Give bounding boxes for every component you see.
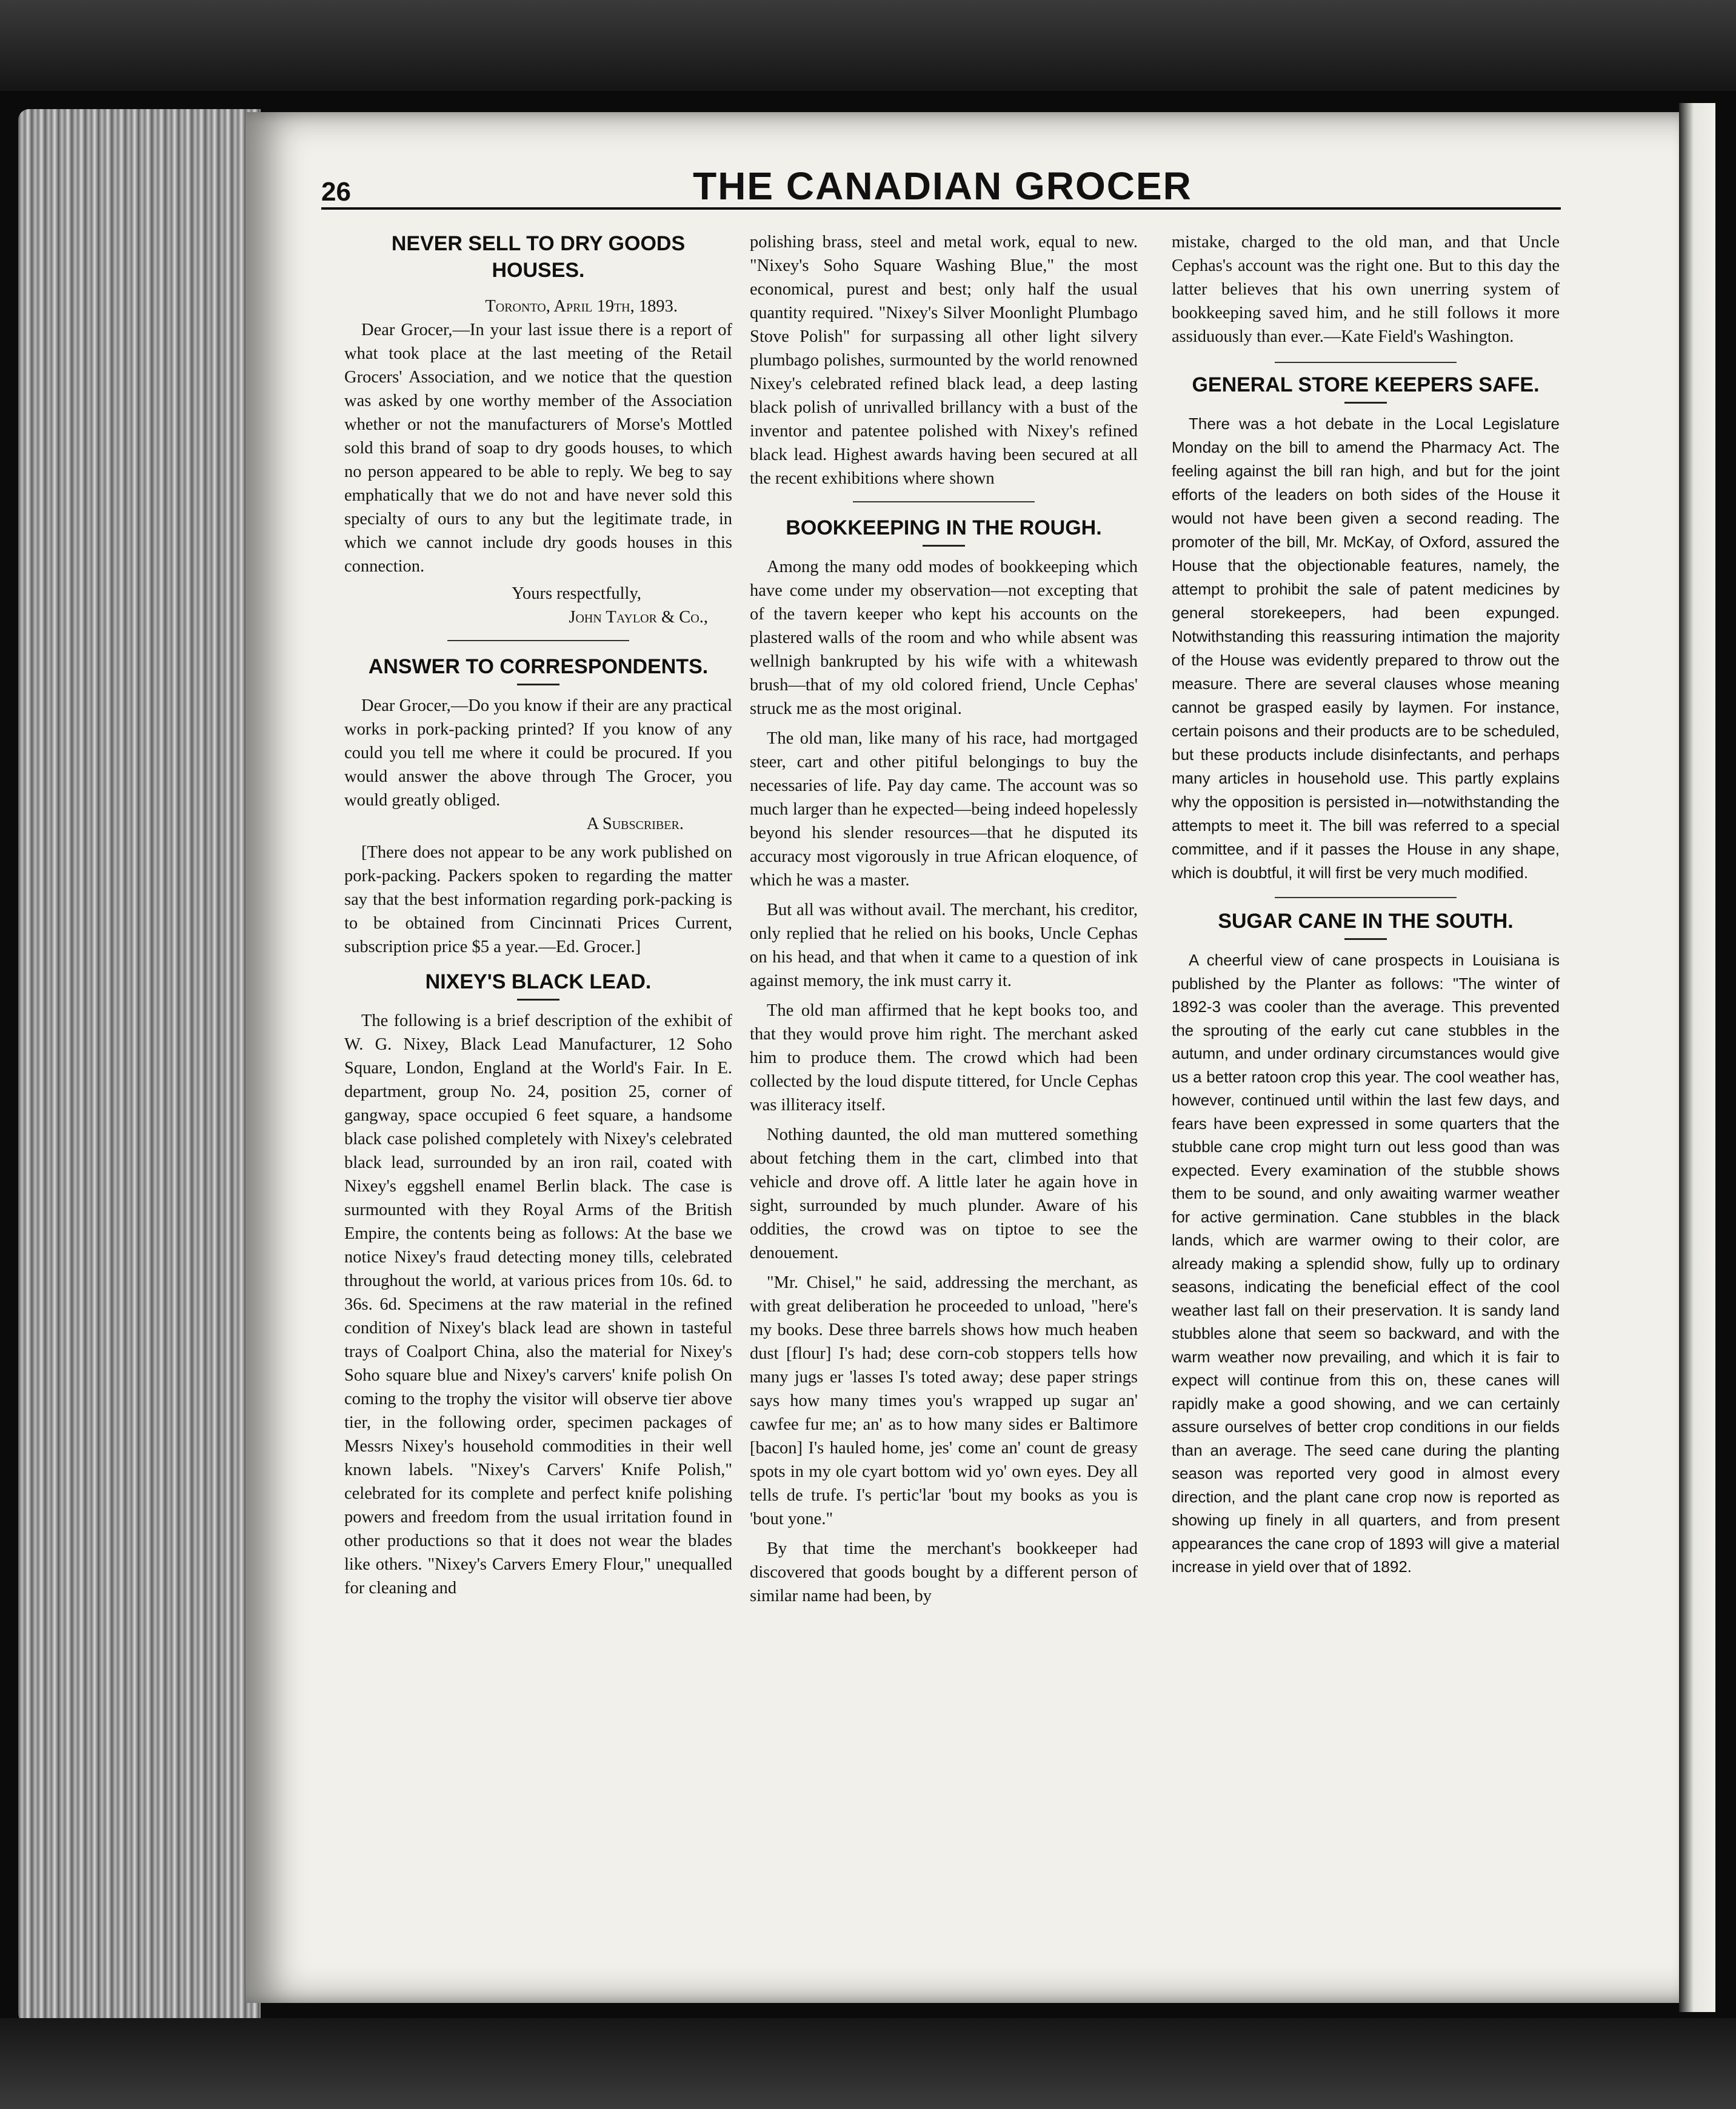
article-closing: Yours respectfully, — [512, 584, 641, 603]
article-title-nixey: NIXEY'S BLACK LEAD. — [425, 970, 652, 993]
title-rule — [1344, 402, 1387, 404]
masthead-title: THE CANADIAN GROCER — [693, 164, 1192, 208]
masthead-rule — [321, 207, 1561, 210]
article-body-bookkeeping-continued: mistake, charged to the old man, and that Uncle Cephas's account was the right one. But to this day the latter believes that his own unerring system of bookkeeping saved him, and he still follows it more assiduously than ever.—Kate Field's Washington. — [1172, 233, 1560, 346]
page-gutter — [1679, 103, 1715, 2012]
article-paragraph: Nothing daunted, the old man muttered something about fetching them in the cart, climbed into that vehicle and drove off. A little later he again hove in sight, surrounded by much plunder. Aware of his oddities, the crowd was on tiptoe to see the denouement. — [750, 1125, 1138, 1262]
title-rule — [517, 684, 559, 685]
article-body-nixey-continued: polishing brass, steel and metal work, equal to new. "Nixey's Soho Square Washing Blue," the most economical, purest and best; only half the usual quantity required. "Nixey's Silver Moonlight Plumbago Stove Polish" for surpassing all other light silvery plumbago polishes, surmounted by the world renowned Nixey's celebrated refined black lead, a deep lasting black polish of unrivalled brillancy with a bust of the inventor and patentee polished with Nixey's refined black lead. Highest awards having been secured at all the recent exhibitions where shown — [750, 233, 1138, 488]
article-paragraph: Among the many odd modes of bookkeeping which have come under my observation—not excepting that of the tavern keeper who kept his accounts on the plastered walls of the room and who while absent was wellnigh bankrupted by his wife with a whitewash brush—that of my old colored friend, Uncle Cephas' struck me as the most original. — [750, 558, 1138, 718]
article-paragraph: The old man affirmed that he kept books too, and that they would prove him right. The merchant asked him to produce them. The crowd which had been collected by the loud dispute tittered, for Uncle Cephas was illiteracy itself. — [750, 1001, 1138, 1114]
separator-rule — [853, 501, 1035, 502]
article-body-general-store: There was a hot debate in the Local Legislature Monday on the bill to amend the Pharmacy Act. The feeling against the bill ran high, and but for the joint efforts of the leaders on both sides of the House it would not have been given a second reading. The promoter of the bill, Mr. McKay, of Oxford, assured the House that the objectionable features, namely, the attempt to prohibit the sale of patent medicines by general storekeepers, had been expunged. Notwithstanding this reassuring intimation the majority of the House was evidently prepared to throw out the measure. There are several clauses whose meaning cannot be grasped easily by laymen. For instance, certain poisons and their products are to be scheduled, but these products include disinfectants, and perhaps many articles in household use. This partly explains why the opposition is persisted in—notwithstanding the attempts to meet it. The bill was referred to a special committee, and if it passes the House in any shape, which is doubtful, it will first be very much modified. — [1172, 415, 1560, 882]
article-paragraph: But all was without avail. The merchant, his creditor, only replied that he relied on his books, Uncle Cephas on his head, and that when it came to a question of ink against memory, the ink must carry it. — [750, 901, 1138, 990]
scan-background-bottom — [0, 2018, 1736, 2109]
article-body-nixey: The following is a brief description of the exhibit of W. G. Nixey, Black Lead Manufacturer, 12 Soho Square, London, England at the World's Fair. In E. department, group No. 24, position 25, corner of gangway, space occupied 6 feet square, a handsome black case polished completely with Nixey's celebrated black lead, surrounded by an iron rail, coated with Nixey's eggshell enamel Berlin black. The case is surmounted with they Royal Arms of the British Empire, the contents being as follows: At the base we notice Nixey's fraud detecting money tills, celebrated throughout the world, at various prices from 10s. 6d. to 36s. 6d. Specimens at the raw material in the refined condition of Nixey's black lead are shown in tasteful trays of Coalport China, also the material for Nixey's Soho square blue and Nixey's carvers' knife polish On coming to the trophy the visitor will observe tier above tier, in the following order, specimen packages of Messrs Nixey's household commodities in their well known labels. "Nixey's Carvers' Knife Polish," celebrated for its complete and perfect knife polishing powers and freedom from the usual irritation found in other productions so that it does not wear the blades like others. "Nixey's Carvers Emery Flour," unequalled for cleaning and — [344, 1011, 732, 1598]
article-body-sugar-cane: A cheerful view of cane prospects in Louisiana is published by the Planter as follows: "The winter of 1892-3 was cooler than the average. This prevented the sprouting of the early cut cane stubbles in the autumn, and under ordinary circumstances would give us a better ratoon crop this year. The cool weather has, however, continued until within the last few days, and fears have been expressed in some quarters that the stubble cane crop might turn out less good than was expected. Every examination of the stubble shows them to be sound, and only awaiting warmer weather for active germination. Cane stubbles in the black lands, which are warmer owing to their color, are already making a splendid show, fully up to ordinary seasons, indicating the beneficial effect of the cool weather last fall on their preservation. It is sandy land stubbles alone that seem so backward, and with the warm weather now prevailing, and which it is fair to expect will continue from this on, these canes will rapidly make a good showing, and we can certainly assure ourselves of better crop conditions in our fields than an average. The seed cane during the planting season was reported very good in almost every direction, and the plant cane crop now is reported as showing up finely in all quarters, and from present appearances the cane crop of 1893 will give a material increase in yield over that of 1892. — [1172, 951, 1560, 1576]
book-page-edges — [18, 109, 261, 2024]
article-title-sugar-cane: SUGAR CANE IN THE SOUTH. — [1218, 910, 1514, 933]
article-paragraph: By that time the merchant's bookkeeper had discovered that goods bought by a different person of similar name had been, by — [750, 1539, 1138, 1605]
column-2 — [750, 230, 1138, 1608]
article-body-never-sell: Dear Grocer,—In your last issue there is a report of what took place at the last meeting of the Retail Grocers' Association, and we notice that the question was asked by one worthy member of the Association whether or not the manufacturers of Morse's Mottled sold this brand of soap to dry goods houses, to which no person appeared to be able to reply. We beg to say emphatically that we do not and have never sold this specialty of ours to any but the legitimate trade, in which we cannot include dry goods houses in this connection. — [344, 321, 732, 576]
article-title-never-sell: NEVER SELL TO DRY GOODS HOUSES. — [391, 232, 686, 282]
article-paragraph: "Mr. Chisel," he said, addressing the merchant, as with great deliberation he proceeded to unload, "here's my books. Dese three barrels shows how much heaben dust [flour] I's had; dese corn-cob stoppers tells how many jugs er 'lasses I's toted away; dese paper strings says how many times you's wrapped up sugar an' cawfee fur me; an' as to how many sides er Baltimore [bacon] I's hauled home, jes' come an' count de greasy spots in my ole cyart bottom wid yo' own eyes. Dey all tells de trufe. I's pertic'lar 'bout my books as you is 'bout yone." — [750, 1273, 1138, 1528]
article-title-general-store: GENERAL STORE KEEPERS SAFE. — [1192, 373, 1540, 396]
page-number: 26 — [321, 177, 351, 207]
column-1 — [344, 230, 732, 1600]
separator-rule — [1275, 897, 1457, 898]
article-signature-subscriber: A Subscriber. — [586, 815, 684, 833]
article-paragraph: The old man, like many of his race, had mortgaged steer, cart and other pitiful belongings to buy the necessaries of life. Pay day came. The account was so much larger than he expected—being indeed hopelessly beyond his slender resources—that he disputed its accuracy most vigorously in true African eloquence, of which he was a master. — [750, 729, 1138, 890]
column-3 — [1172, 230, 1560, 1579]
title-rule — [923, 545, 965, 547]
article-body-answer: Dear Grocer,—Do you know if their are any practical works in pork-packing printed? If you know of any could you tell me where it could be procured. If you would answer the above through The Grocer, you would greatly obliged. — [344, 696, 732, 810]
article-title-answer: ANSWER TO CORRESPONDENTS. — [368, 655, 709, 678]
separator-rule — [447, 640, 629, 641]
separator-rule — [1275, 362, 1457, 363]
article-title-bookkeeping: BOOKKEEPING IN THE ROUGH. — [786, 516, 1102, 539]
title-rule — [1344, 938, 1387, 940]
title-rule — [517, 999, 559, 1001]
article-signature: John Taylor & Co., — [569, 608, 708, 627]
article-editor-reply: [There does not appear to be any work published on pork-packing. Packers spoken to regarding the matter say that the best information regarding pork-packing is to be obtained from Cincinnati Prices Current, subscription price $5 a year.—Ed. Grocer.] — [344, 843, 732, 956]
scan-background-top — [0, 0, 1736, 91]
article-dateline: Toronto, April 19th, 1893. — [485, 297, 678, 316]
